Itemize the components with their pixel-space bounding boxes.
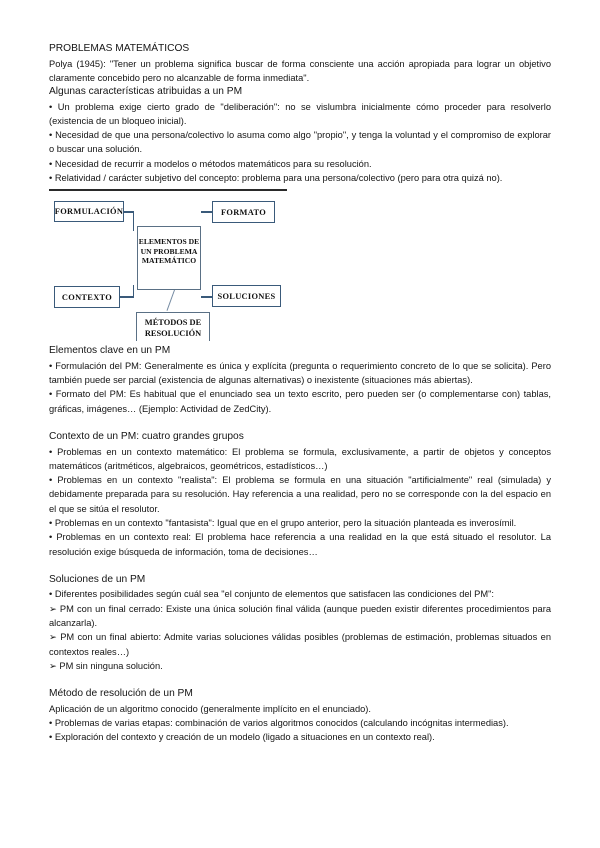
connector-formato bbox=[201, 211, 212, 212]
characteristic-item: • Necesidad de que una persona/colectivo lo asuma como algo "propio", y tenga la voluntad y el compromiso de explorar o buscar una solución. bbox=[49, 130, 551, 155]
page-title: PROBLEMAS MATEMÁTICOS bbox=[49, 43, 190, 54]
method-item: • Exploración del contexto y creación de un modelo (ligado a situaciones en un contexto real). bbox=[49, 732, 435, 743]
formato-box: FORMATO bbox=[212, 201, 275, 223]
polya-definition: Polya (1945): "Tener un problema significa buscar de forma consciente una acción apropiada para lograr un objetivo claramente concebido pero no alcanzable de forma inmediata". bbox=[49, 58, 551, 83]
context-item: • Problemas en un contexto "fantasista": Igual que en el grupo anterior, pero la situación planteada es inverosímil. bbox=[49, 518, 517, 529]
characteristic-item: • Relatividad / carácter subjetivo del concepto: problema para una persona/colectivo (pero para otra quizá no). bbox=[49, 173, 503, 184]
section-spacer bbox=[49, 559, 551, 573]
solution-item: ➢ PM sin ninguna solución. bbox=[49, 660, 163, 671]
document-content bbox=[49, 42, 551, 745]
metodos-box: MÉTODOS DE RESOLUCIÓN bbox=[136, 312, 210, 341]
contexto-box: CONTEXTO bbox=[54, 286, 120, 308]
center-elements-box: ELEMENTOS DE UN PROBLEMA MATEMÁTICO bbox=[137, 226, 201, 290]
characteristic-item: • Un problema exige cierto grado de "deliberación": no se vislumbra inicialmente cómo proceder para resolverlo (existencia de un bloqueo inicial). bbox=[49, 101, 551, 126]
solutions-heading: Soluciones de un PM bbox=[49, 573, 146, 585]
method-item: Aplicación de un algoritmo conocido (generalmente implícito en el enunciado). bbox=[49, 703, 371, 714]
connector-metodos bbox=[167, 290, 175, 311]
solution-item: ➢ PM con un final cerrado: Existe una única solución final válida (aunque pueden existir diferentes procedimientos para alcanzarla). bbox=[49, 603, 551, 629]
pm-elements-diagram bbox=[49, 189, 551, 341]
section-spacer bbox=[49, 673, 551, 687]
element-item: • Formulación del PM: Generalmente es única y explícita (pregunta o requerimiento concreto de lo que se solicita). Pero también puede ser parcial (existencia de algunas alternativas) o inexistente (situaciones más abiertas). bbox=[49, 360, 551, 386]
section-spacer bbox=[49, 416, 551, 430]
connector-formulacion-down bbox=[133, 211, 134, 231]
soluciones-box: SOLUCIONES bbox=[212, 285, 281, 307]
method-item: • Problemas de varias etapas: combinación de varios algoritmos conocidos (calculando incógnitas intermedias). bbox=[49, 718, 509, 729]
connector-contexto bbox=[120, 296, 134, 297]
context-item: • Problemas en un contexto matemático: El problema se formula, exclusivamente, a partir de objetos y conceptos matemáticos (aritméticos, algebraicos, geométricos, estadísticos…) bbox=[49, 446, 551, 471]
solution-item: ➢ PM con un final abierto: Admite varias soluciones válidas posibles (problemas de estimación, problemas situados en contextos reales…) bbox=[49, 632, 551, 657]
characteristic-item: • Necesidad de recurrir a modelos o métodos matemáticos para su resolución. bbox=[49, 158, 372, 169]
connector-soluciones bbox=[201, 296, 212, 297]
method-heading: Método de resolución de un PM bbox=[49, 688, 193, 700]
elements-heading: Elementos clave en un PM bbox=[49, 345, 171, 357]
formulacion-box: FORMULACIÓN bbox=[54, 201, 124, 222]
connector-contexto-up bbox=[133, 285, 134, 297]
context-heading: Contexto de un PM: cuatro grandes grupos bbox=[49, 431, 244, 443]
solution-item: • Diferentes posibilidades según cuál sea "el conjunto de elementos que satisfacen las condiciones del PM": bbox=[49, 589, 495, 600]
characteristics-heading: Algunas características atribuidas a un PM bbox=[49, 86, 243, 98]
element-item: • Formato del PM: Es habitual que el enunciado sea un texto escrito, pero pueden ser (o complementarse con) tablas, gráficas, imágenes… (Ejemplo: Actividad de ZedCity). bbox=[49, 389, 551, 414]
context-item: • Problemas en un contexto "realista": El problema se formula en una situación "artificialmente" real (simulada) y debidamente preparada para su resolución. Hay referencia a una realidad, pero no se corresponde con la del espacio en el que se sitúa el resolutor. bbox=[49, 475, 551, 514]
context-item: • Problemas en un contexto real: El problema hace referencia a una realidad en la que está situado el resolutor. La resolución exige búsqueda de información, toma de decisiones… bbox=[49, 532, 551, 557]
diagram-top-rule bbox=[49, 189, 287, 190]
